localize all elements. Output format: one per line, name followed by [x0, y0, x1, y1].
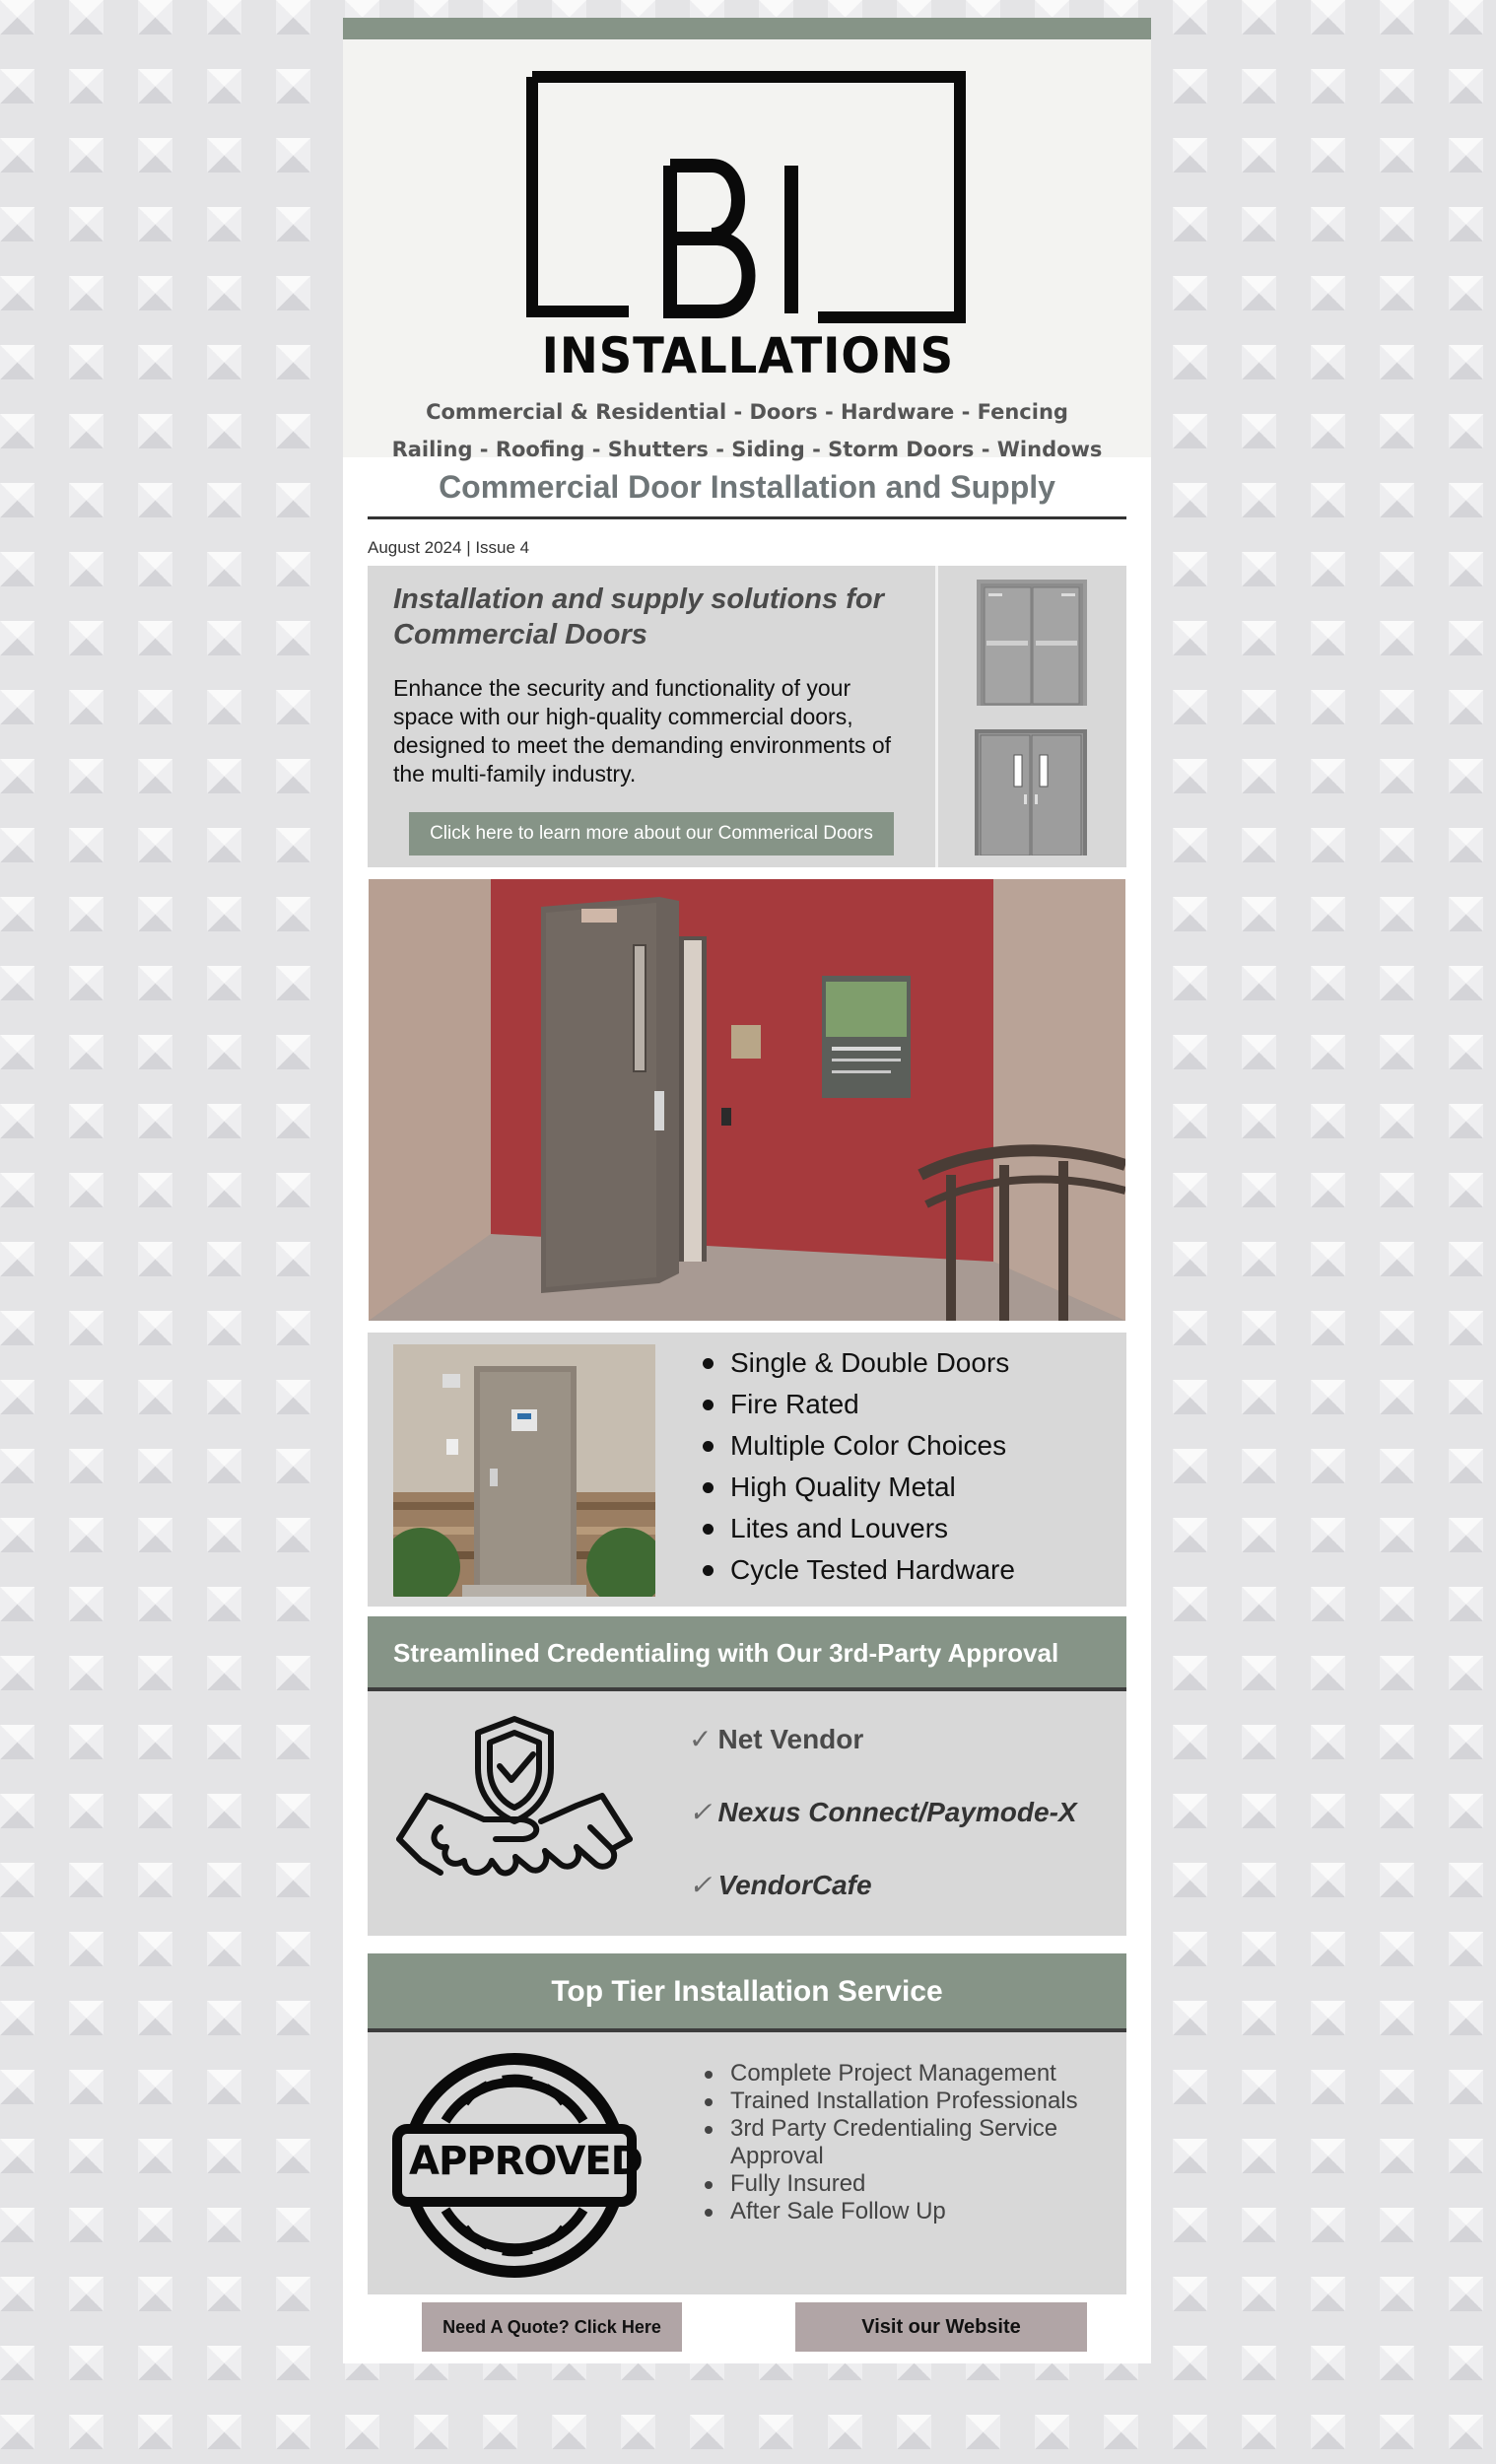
credential-nexus-connect: ✓ Nexus Connect/Paymode-X — [689, 1797, 1077, 1827]
list-item: Complete Project Management — [703, 2060, 1117, 2088]
list-item: Lites and Louvers — [703, 1508, 1015, 1549]
credentialing-panel — [368, 1691, 1126, 1936]
title-divider — [368, 516, 1126, 519]
list-item: Fire Rated — [703, 1384, 1015, 1425]
list-item: 3rd Party Credentialing Service Approval — [703, 2115, 1117, 2170]
list-item: Trained Installation Professionals — [703, 2088, 1117, 2115]
exterior-door-photo — [393, 1344, 655, 1597]
list-item: Single & Double Doors — [703, 1342, 1015, 1384]
intro-panel — [368, 566, 1126, 867]
check-icon: ✓ — [689, 1870, 713, 1900]
installation-service-header — [368, 1953, 1126, 2032]
list-item: Cycle Tested Hardware — [703, 1549, 1015, 1591]
newsletter-title: Commercial Door Installation and Supply — [439, 469, 1055, 505]
credential-vendorcafe: ✓ VendorCafe — [689, 1870, 872, 1900]
features-panel — [368, 1333, 1126, 1607]
header — [343, 39, 1151, 461]
list-item: Multiple Color Choices — [703, 1425, 1015, 1467]
hallway-door-photo — [369, 879, 1125, 1321]
services-line-1: Commercial & Residential - Doors - Hardware - Fencing — [426, 400, 1068, 424]
visit-website-button[interactable]: Visit our Website — [795, 2302, 1087, 2352]
double-door-image-2 — [975, 729, 1087, 856]
list-item: Fully Insured — [703, 2170, 1117, 2198]
handshake-shield-icon — [393, 1711, 636, 1918]
services-line-2: Railing - Roofing - Shutters - Siding - Storm Doors - Windows — [391, 438, 1103, 461]
top-accent-bar — [343, 18, 1151, 39]
learn-more-commercial-doors-button[interactable]: Click here to learn more about our Commerical Doors — [409, 812, 894, 856]
intro-body: Enhance the security and functionality of your space with our high-quality commercial doors, designed to meet the demanding environments of the multi-family industry. — [393, 675, 892, 787]
approved-stamp-icon — [391, 2052, 643, 2279]
issue-date: August 2024 | Issue 4 — [368, 538, 530, 557]
approved-stamp-text: APPROVED — [409, 2139, 643, 2184]
credentialing-title: Streamlined Credentialing with Our 3rd-Party Approval — [393, 1638, 1059, 1668]
list-item: High Quality Metal — [703, 1467, 1015, 1508]
intro-divider — [935, 566, 938, 867]
lbi-logo — [526, 71, 966, 384]
logo-wordmark: INSTALLATIONS — [541, 327, 955, 384]
features-list — [703, 1342, 1015, 1591]
list-item: After Sale Follow Up — [703, 2198, 1117, 2225]
newsletter — [343, 18, 1151, 2363]
installation-service-list — [703, 2060, 1117, 2225]
check-icon: ✓ — [689, 1797, 713, 1827]
intro-heading: Installation and supply solutions for Commercial Doors — [393, 583, 884, 650]
double-door-image-1 — [977, 580, 1087, 706]
need-a-quote-button[interactable]: Need A Quote? Click Here — [422, 2302, 682, 2352]
credentialing-header — [368, 1616, 1126, 1691]
check-icon: ✓ — [689, 1724, 713, 1754]
credential-net-vendor: ✓ Net Vendor — [689, 1724, 864, 1754]
installation-service-title: Top Tier Installation Service — [551, 1975, 943, 2008]
installation-service-panel — [368, 2032, 1126, 2294]
